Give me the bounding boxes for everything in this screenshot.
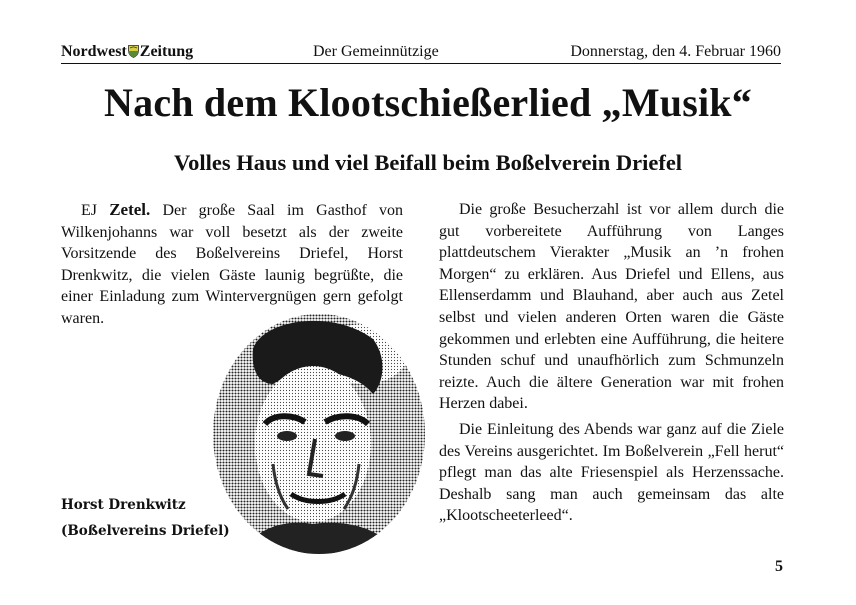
body-paragraph: Die Einleitung des Abends war ganz auf die Ziele des Vereins ausgerichtet. Im Boßelverein „Fell herut“ pflegt man das alte Friesenspiel als Herzenssache. Deshalb sang man auch gemeinsam das alte „Klootscheeterleed“. xyxy=(439,420,784,525)
newspaper-name: Nordwest Zeitung xyxy=(61,43,194,60)
photo-caption xyxy=(61,492,230,544)
article-column-1 xyxy=(61,199,403,330)
body-paragraph: Die große Besucherzahl ist vor allem durch die gut vorbereitete Aufführung von Langes plattdeutschem Vierakter „Musik an ’n frohen Morgen“ zu erklären. Aus Driefel und Ellens, aus Ellenserdamm und Blauhand, aber auch aus Zetel selbst und vielen anderen Orten waren die Gäste gekommen und erlebten eine Aufführung, die heitere Stunden schuf und unaufhörlich zum Schmunzeln reizte. Auch die ältere Generation war mit frohen Herzen dabei. xyxy=(439,201,784,413)
byline: EJ xyxy=(81,202,97,219)
section-name: Der Gemeinnützige xyxy=(313,43,439,60)
subheadline: Volles Haus und viel Beifall beim Boßelverein Driefel xyxy=(173,150,683,175)
page-number: 5 xyxy=(775,558,783,575)
issue-date: Donnerstag, den 4. Februar 1960 xyxy=(570,43,781,60)
lead-paragraph xyxy=(61,199,403,330)
dateline: Zetel. xyxy=(109,200,151,219)
lead-text: Der große Saal im Gasthof von Wilkenjohanns war voll besetzt als der zweite Vorsitzende des Boßelvereins Driefel, Horst Drenkwitz, die vielen Gäste launig begrüßte, die einer Einladung zum Wintervergnügen gern gefolgt waren. xyxy=(61,202,403,327)
coat-of-arms-icon xyxy=(128,45,139,58)
masthead xyxy=(61,41,781,64)
portrait-photo xyxy=(213,314,426,554)
headline: Nach dem Klootschießerlied „Musik“ xyxy=(104,80,752,125)
article-column-2 xyxy=(439,199,784,527)
caption-name: Horst Drenkwitz xyxy=(61,497,186,513)
caption-affiliation: (Boßelvereins Driefel) xyxy=(61,523,230,539)
